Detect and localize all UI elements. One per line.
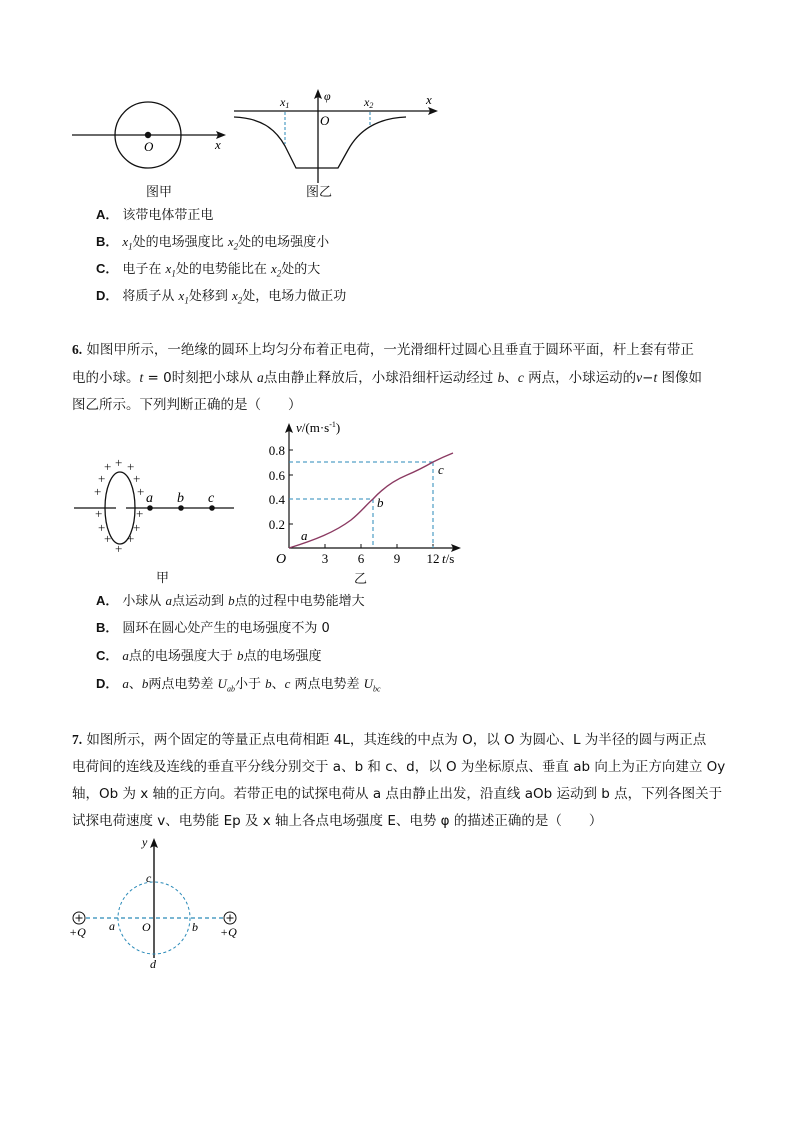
svg-text:y: y xyxy=(142,835,148,849)
svg-text:b: b xyxy=(377,495,384,510)
q6-vt-chart xyxy=(255,420,465,570)
svg-text:c: c xyxy=(208,491,215,506)
q6-line-3: 图乙所示。下列判断正确的是（ ） xyxy=(72,397,302,413)
q5-option-c: C． 电子在 $x_1$处的电势能比在 $x_2$处的大 xyxy=(96,261,321,279)
svg-text:O: O xyxy=(142,920,151,934)
q6-option-b: B． 圆环在圆心处产生的电场强度不为 0 xyxy=(96,620,330,636)
svg-text:a: a xyxy=(109,919,115,933)
q5-option-b: B． $x_1$处的电场强度比 $x_2$处的电场强度小 xyxy=(96,234,330,252)
q6-option-c: C． a点的电场强度大于 b点的电场强度 xyxy=(96,648,322,664)
q7-figure-charges xyxy=(60,830,260,975)
svg-text:t/s: t/s xyxy=(442,551,455,566)
svg-text:+: + xyxy=(94,484,102,499)
svg-text:+: + xyxy=(127,459,135,474)
svg-text:d: d xyxy=(150,957,156,971)
svg-text:+Q: +Q xyxy=(220,925,237,939)
q5-caption-b: 图乙 xyxy=(306,185,333,200)
svg-text:12: 12 xyxy=(426,551,440,566)
svg-text:+: + xyxy=(98,520,106,535)
q7-line-1: 7. 如图所示，两个固定的等量正点电荷相距 4L，其连线的中点为 O，以 O 为圆心、L 为半径的圆与两正点 xyxy=(72,732,707,748)
svg-text:c: c xyxy=(438,462,444,477)
svg-text:+: + xyxy=(127,531,135,546)
q7-line-4: 试探电荷速度 v、电势能 Ep 及 x 轴上各点电场强度 E、电势 φ 的描述正确的是（ ） xyxy=(72,813,603,829)
svg-text:0.8: 0.8 xyxy=(268,443,285,458)
svg-text:+: + xyxy=(133,520,141,535)
q5-figure-b xyxy=(230,88,445,193)
q6-line-1: 6. 如图甲所示，一绝缘的圆环上均匀分布着正电荷，一光滑细杆过圆心且垂直于圆环平面，杆上套有带正 xyxy=(72,342,694,358)
q5-option-d: D． 将质子从 $x_1$处移到 $x_2$处，电场力做正功 xyxy=(96,288,347,306)
svg-text:b: b xyxy=(177,491,184,506)
svg-text:+: + xyxy=(137,484,145,499)
svg-text:6: 6 xyxy=(357,551,365,566)
svg-text:x: x xyxy=(215,137,221,152)
q6-option-d: D． a、b两点电势差 $U_{ab}$小于 b、c 两点电势差 $U_{bc}$ xyxy=(96,676,381,694)
svg-text:+Q: +Q xyxy=(69,925,86,939)
svg-text:0.4: 0.4 xyxy=(268,492,285,507)
q6-line-2: 电的小球。t = 0时刻把小球从 a点由静止释放后，小球沿细杆运动经过 b、c 两点，小球运动的v−t 图像如 xyxy=(72,370,703,386)
svg-text:+: + xyxy=(115,541,123,556)
q7-stem xyxy=(72,726,762,835)
q7-line-2: 电荷间的连线及连线的垂直平分线分别交于 a、b 和 c、d，以 O 为坐标原点、垂直 ab 向上为正方向建立 Oy xyxy=(72,759,726,775)
svg-text:φ: φ xyxy=(324,89,331,103)
svg-text:9: 9 xyxy=(393,551,401,566)
svg-text:b: b xyxy=(192,920,198,934)
svg-text:+: + xyxy=(136,506,144,521)
q6-caption-b: 乙 xyxy=(354,572,368,587)
svg-text:O: O xyxy=(276,552,287,567)
svg-text:+: + xyxy=(104,531,112,546)
svg-text:x: x xyxy=(426,92,432,107)
svg-text:+: + xyxy=(133,471,141,486)
svg-text:v/(m·s-1): $v/(m\cdot s^{-1})$ xyxy=(296,420,341,435)
svg-text:+: + xyxy=(98,471,106,486)
q5-caption-a: 图甲 xyxy=(146,185,173,200)
svg-text:0.2: 0.2 xyxy=(268,517,285,532)
svg-text:a: a xyxy=(301,528,308,543)
q5-option-a: A． 该带电体带正电 xyxy=(96,207,214,223)
svg-text:O: O xyxy=(320,113,330,128)
q6-stem xyxy=(72,336,762,419)
svg-text:+: + xyxy=(115,455,123,470)
svg-text:0.6: 0.6 xyxy=(268,468,285,483)
q7-line-3: 轴，Ob 为 x 轴的正方向。若带正电的试探电荷从 a 点由静止出发，沿直线 aOb 运动到 b 点，下列各图关于 xyxy=(72,786,723,802)
q6-caption-a: 甲 xyxy=(156,571,170,586)
svg-text:+: + xyxy=(95,506,103,521)
svg-text:c: c xyxy=(146,871,152,885)
svg-text:O: O xyxy=(144,139,154,154)
q6-option-a: A． 小球从 a点运动到 b点的过程中电势能增大 xyxy=(96,593,365,609)
svg-text:x1: x1 xyxy=(280,95,290,110)
q6-figure-ring xyxy=(70,455,240,565)
svg-text:a: a xyxy=(146,491,153,506)
svg-text:3: 3 xyxy=(321,551,329,566)
svg-text:x2: x2 xyxy=(364,95,374,110)
svg-text:+: + xyxy=(104,459,112,474)
